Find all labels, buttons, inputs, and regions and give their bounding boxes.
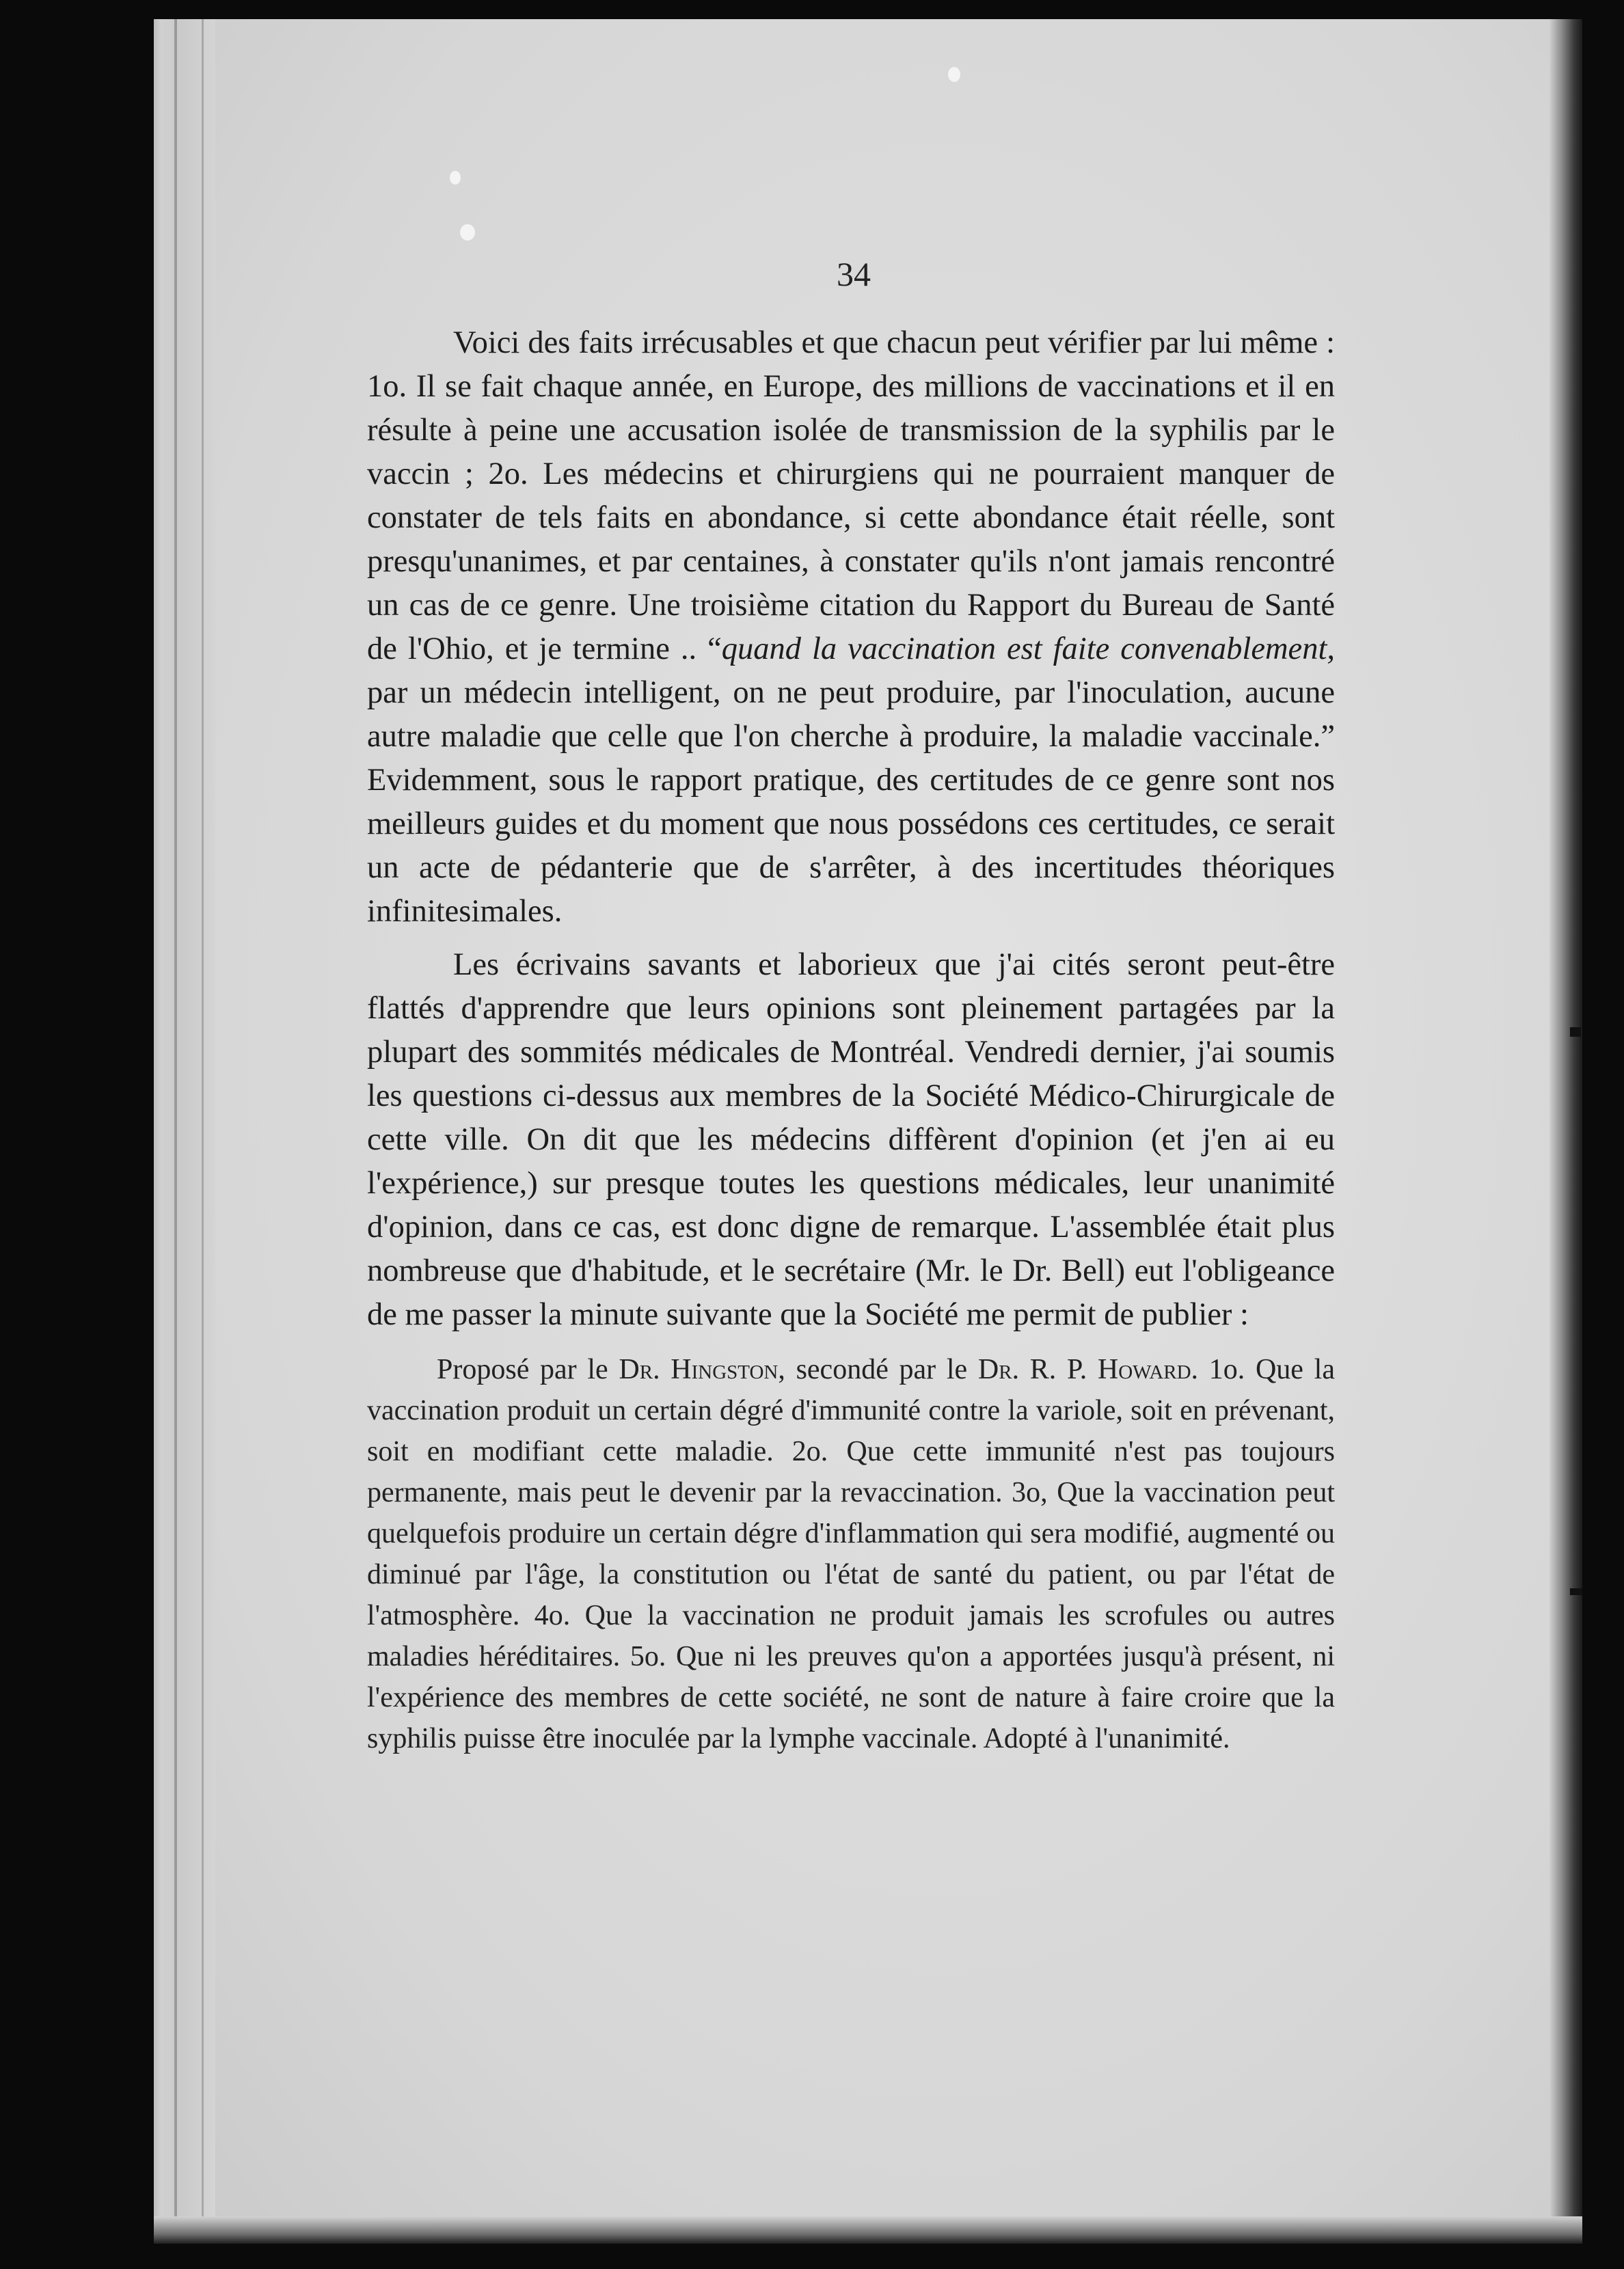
proposer-name: Dr. Hingston, [619,1354,785,1385]
paragraph-text: par un médecin intelligent, on ne peut produire, par l'inoculation, aucune autre maladie que celle que l'on cherche à produire, la maladie vaccinale.” Evidemment, sous le rapport pratique, des certitudes de ce genre sont nos meilleurs guides et du moment que nous possédons ces certitudes, ce serait un acte de pédanterie que de s'arrêter, à des incertitudes théoriques infinitesimales. [367,675,1335,929]
page-left-margin [154,19,215,2244]
page-number: 34 [837,255,871,293]
italic-quote: quand la vaccination est faite convenablement, [721,631,1335,666]
scan-mark [1570,1588,1582,1595]
scan-speck [450,171,461,185]
paragraph-text: Voici des faits irrécusables et que chacun peut vérifier par lui même : 1o. Il se fait chaque année, en Europe, des millions de vaccinations et il en résulte à peine une accusation isolée de transmission de la syphilis par le vaccin ; 2o. Les médecins et chirurgiens qui ne pourraient manquer de constater de tels faits en abondance, si cette abondance était réelle, sont presqu'unanimes, et par centaines, à constater qu'ils n'ont jamais rencontré un cas de ce genre. Une troisième citation du Rapport du Bureau de Santé de l'Ohio, et je termine .. “ [367,325,1335,666]
resolution-middle: secondé par le [785,1354,978,1385]
body-text [367,321,1335,1759]
seconder-name: Dr. R. P. Howard. [977,1354,1199,1385]
page-fold-line [202,19,204,2244]
page-right-edge [1549,19,1582,2244]
resolution-body: 1o. Que la vaccination produit un certain dégré d'immunité contre la variole, soit en prévenant, soit en modifiant cette maladie. 2o. Que cette immunité n'est pas toujours permanente, mais peut le devenir par la revaccination. 3o, Que la vaccination peut quelquefois produire un certain dégre d'inflammation qui sera modifié, augmenté ou diminué par l'âge, la constitution ou l'état de santé du patient, ou par l'état de l'atmosphère. 4o. Que la vaccination ne produit jamais les scrofules ou autres maladies héréditaires. 5o. Que ni les preuves qu'on a apportées jusqu'à présent, ni l'expérience des membres de cette société, ne sont de nature à faire croire que la syphilis puisse être inoculée par la lymphe vaccinale. Adopté à l'unanimité. [367,1354,1335,1754]
resolution-minute [367,1349,1335,1759]
resolution-intro: Proposé par le [437,1354,619,1385]
page-fold-line [174,19,177,2244]
page-bottom-edge [154,2216,1582,2244]
scan-speck [948,67,960,82]
paragraph-vaccination-facts [367,321,1335,934]
scan-speck [460,224,475,241]
paragraph-society-opinion: Les écrivains savants et laborieux que j'ai cités seront peut-être flattés d'apprendre que leurs opinions sont pleinement partagées par la plupart des sommités médicales de Montréal. Vendredi dernier, j'ai soumis les questions ci-dessus aux membres de la Société Médico-Chirurgicale de cette ville. On dit que les médecins diffèrent d'opinion (et j'en ai eu l'expérience,) sur presque toutes les questions médicales, leur unanimité d'opinion, dans ce cas, est donc digne de remarque. L'assemblée était plus nombreuse que d'habitude, et le secrétaire (Mr. le Dr. Bell) eut l'obligeance de me passer la minute suivante que la Société me permit de publier : [367,947,1335,1332]
scan-mark [1570,1027,1581,1037]
